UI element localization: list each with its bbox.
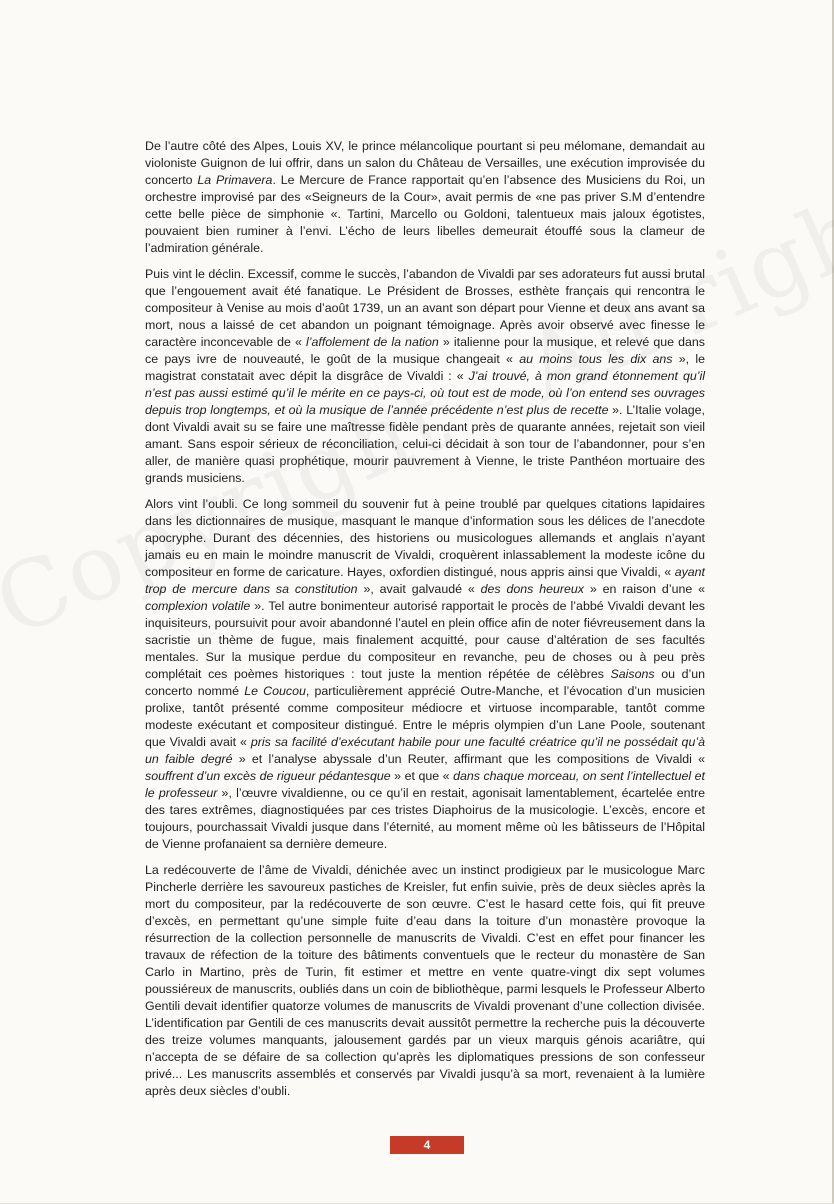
paragraph-3 <box>145 496 705 853</box>
italic-run: ayant trop de mercure dans sa constitution <box>145 565 705 596</box>
text-run: , particulièrement apprécié Outre-Manche, et l’évocation d’un musicien prolixe, tantôt présenté comme compositeur médiocre et virtuose incomparable, tantôt comme modeste exécutant et compositeur distingué. Entre le mépris olympien d’un Lane Poole, soutenant que Vivaldi avait « <box>145 684 706 749</box>
text-run: . Le Mercure de France rapportait qu’en l’absence des Musiciens du Roi, un orchestre improvisé par des «Seigneurs de la Cour», avait permis de «ne pas priver S.M d’entendre cette belle pièce de simphonie «. Tartini, Marcello ou Goldoni, talentueux mais jaloux égotistes, pouvaient bien ruminer à l’envi. L’écho de leurs libelles demeurait étouffé sous la clameur de l’admiration générale. <box>145 173 706 255</box>
italic-run: J’ai trouvé, à mon grand étonnement qu’il n’est pas aussi estimé qu’il le mérite en ce pays-ci, où tout est de mode, où l’on entend ses ouvrages depuis trop longtemps, et où la musique de l’année précédente n’est plus de recette <box>145 369 705 417</box>
italic-run: Saisons <box>610 667 655 681</box>
body-text <box>145 138 705 1109</box>
italic-run: La Primavera <box>197 173 273 187</box>
text-run: » et que « <box>390 769 454 783</box>
italic-run: souffrent d’un excès de rigueur pédantesque <box>145 769 391 783</box>
text-run: ». L’Italie volage, dont Vivaldi avait su se faire une maîtresse fidèle pendant près de quarante années, rejetait son vieil amant. Sans espoir sérieux de réconciliation, celui-ci décidait à son tour de l’abandonner, pour s’en aller, de manière quasi prophétique, mourir pauvrement à Vienne, le triste Panthéon mortuaire des grands musiciens. <box>145 403 705 485</box>
italic-run: des dons heureux <box>480 582 585 596</box>
italic-run: pris sa facilité d’exécutant habile pour une faculté créatrice qu’il ne possédait qu’à un faible degré <box>145 735 705 766</box>
text-run: ». Tel autre bonimenteur autorisé rapportait le procès de l’abbé Vivaldi devant les inquisiteurs, poursuivit pour avoir abandonné l’autel en plein office afin de noter fiévreusement dans la sacristie un thème de fugue, mais finalement acquitté, pour cause d’altération de ses facultés mentales. Sur la musique perdue du compositeur en revanche, peu de choses ou à peu près complétait ces poèmes historiques : tout juste la mention répétée de célèbres <box>145 599 705 681</box>
text-run: » et l’analyse abyssale d’un Reuter, affirmant que les compositions de Vivaldi « <box>232 752 706 766</box>
text-run: » italienne pour la musique, et relevé que dans ce pays ivre de nouveauté, le goût de la musique changeait « <box>145 335 705 366</box>
text-run: Alors vint l’oubli. Ce long sommeil du souvenir fut à peine troublé par quelques citations lapidaires dans les dictionnaires de musique, masquant le manque d’information sous les délices de l’anecdote apocryphe. Durant des décennies, des historiens ou musicologues allemands et anglais n’ayant jamais eu en main le moindre manuscrit de Vivaldi, croquèrent inlassablement la modeste icône du compositeur en forme de caricature. Hayes, oxfordien distingué, nous appris ainsi que Vivaldi, « <box>145 497 705 579</box>
paragraph-1 <box>145 138 705 257</box>
text-run: Puis vint le déclin. Excessif, comme le succès, l’abandon de Vivaldi par ses adorateurs fut aussi brutal que l’engouement avait été fanatique. Le Président de Brosses, esthète français qui rencontra le compositeur à Venise au mois d’août 1739, un an avant son départ pour Vienne et deux ans avant sa mort, nous a laissé de cet abandon un poignant témoignage. Après avoir observé avec finesse le caractère inconcevable de « <box>145 267 705 349</box>
italic-run: complexion volatile <box>145 599 251 613</box>
paragraph-4 <box>145 862 705 1100</box>
text-run: ou d’un concerto nommé <box>145 667 706 698</box>
page-number-badge: 4 <box>390 1136 464 1154</box>
text-run: », l’œuvre vivaldienne, ou ce qu’il en restait, agonisait lamentablement, écartelée entre des tares extrêmes, diagnostiquées par ces tristes Diaphoirus de la musicologie. L’excès, encore et toujours, pourchassait Vivaldi jusque dans l’éternité, au moment même où les bâtisseurs de l’Hôpital de Vienne profanaient sa dernière demeure. <box>145 786 705 851</box>
text-run: La redécouverte de l’âme de Vivaldi, dénichée avec un instinct prodigieux par le musicologue Marc Pincherle derrière les savoureux pastiches de Kreisler, fut enfin suivie, près de deux siècles après la mort du compositeur, par la redécouverte de son œuvre. C’est le hasard cette fois, qui fit preuve d’excès, en permettant qu’une simple fuite d’eau dans la toiture d’un monastère provoque la résurrection de la collection personnelle de manuscrits de Vivaldi. C’est en effet pour financer les travaux de réfection de la toiture des bâtiments conventuels que le recteur du monastère de San Carlo in Martino, près de Turin, fit estimer et mettre en vente quatre-vingt dix sept volumes poussiéreux de manuscrits, oubliés dans un coin de bibliothèque, parmi lesquels le Professeur Alberto Gentili devait identifier quatorze volumes de manuscrits de Vivaldi provenant d’une collection divisée. L’identification par Gentili de ces manuscrits devait aussitôt permettre la recherche puis la découverte des treize volumes manquants, jalousement gardés par un vieux marquis génois acariâtre, qui n’accepta de se défaire de sa collection qu’après les diplomatiques pressions de son confesseur privé... Les manuscrits assemblés et conservés par Vivaldi jusqu’à sa mort, revenaient à la lumière après deux siècles d’oubli. <box>145 863 705 1098</box>
italic-run: l’affolement de la nation <box>306 335 439 349</box>
text-run: », le magistrat constatait avec dépit la disgrâce de Vivaldi : « <box>145 352 705 383</box>
paragraph-2 <box>145 266 705 487</box>
text-run: De l’autre côté des Alpes, Louis XV, le prince mélancolique pourtant si peu mélomane, demandait au violoniste Guignon de lui offrir, dans un salon du Château de Versailles, une exécution improvisée du concerto <box>145 139 705 187</box>
text-run: », avait galvaudé « <box>357 582 481 596</box>
italic-run: Le Coucou <box>244 684 306 698</box>
text-run: » en raison d’une « <box>584 582 706 596</box>
italic-run: au moins tous les dix ans <box>519 352 673 366</box>
italic-run: dans chaque morceau, on sent l’intellectuel et le professeur <box>145 769 705 800</box>
